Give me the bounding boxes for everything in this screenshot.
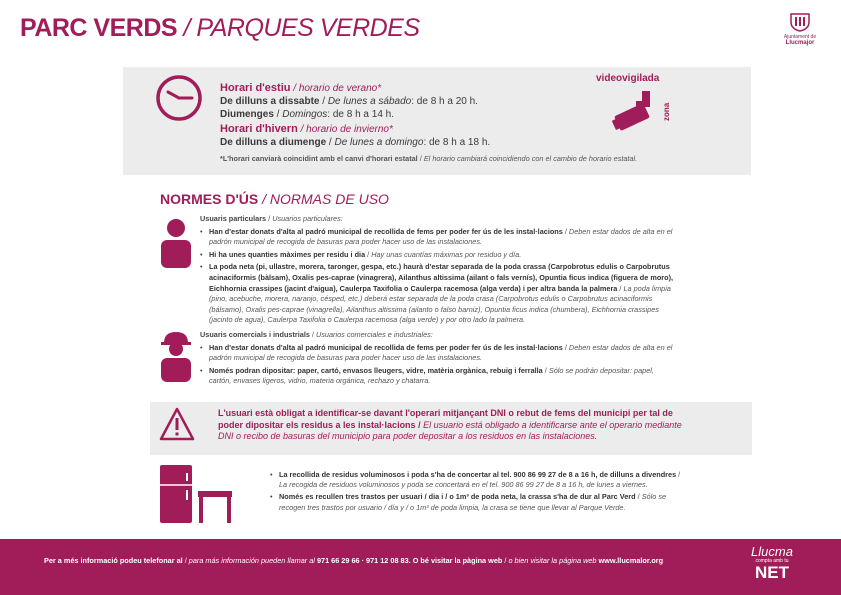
video-zone-label: zona [662,102,671,121]
footer-text: Per a més informació podeu telefonar al / para más información pueden llamar al 971 66 29 66 · 971 12 08 83. O bé visitar la pàgina web / o bien visitar la página web www.llucmalor.org [44,556,664,565]
hours-text: Horari d'estiu / horario de verano* De dilluns a dissabte / De lunes a sábado: de 8 h a 20 h. Diumenges / Domingos: de 8 h a 14 h. Horari d'hivern / horario de invierno* De dilluns a diumenge / De lunes a domingo: de 8 h a 18 h. [220,82,491,148]
furniture-icon [160,465,234,523]
hours-note: *L'horari canviarà coincidint amb el canvi d'horari estatal / El horario cambiará coincidiendo con el cambio de horario estatal. [220,154,638,163]
footer-logo: Llucma compta amb tu NET [751,544,793,582]
logo-line2: Llucmajor [785,40,815,46]
warning-text: L'usuari està obligat a identificar-se davant l'operari mitjançant DNI o rebut de fems del municipi per tal de poder dipositar els residus a les instal·lacions / El usuario está obligado a identificarse ante el operario mediante DNI o recibo de basuras del municipio para poder depositar a los residuos en las instalaciones. [218,408,682,441]
list-item: • Només podran dipositar: paper, cartó, envasos lleugers, vidre, matèria orgànica, rebuig i ferralla / Sólo se podrán depositar: papel, cartón, envases ligeros, vidrio, materia orgánica, rechazo y chatarra. [200,366,678,387]
video-surveillance [596,73,680,135]
bulky-section [270,468,690,513]
worker-icon [158,330,194,382]
list-item: • La poda neta (pi, ullastre, morera, taronger, gespa, etc.) haurà d'estar separada de la poda crassa (Carpobrotus edulis o Carpobrutus acinaciformis (bàlsam), Oxalis pes-caprae (vinagrera), Ailanthus altissima (ailant o fals vernís), Opuntia ficus indica (figuera de moro), Eichhornia crassipes (jacint d'aigua), Caulerpa Taxifolia o Caulerpa racemosa (alga verda) i per altra banda la palmera / La poda limpia (pino, acebuche, morera, naranjo, césped, etc.) deberá estar separada de la poda crasa (Carpobrotus edulis o Carpobrutus acinaciformis (bálsamo), Oxalis pes-caprae (vinagrella), Ailanthus altissima (ailanto o falso barniz), Opuntia ficus indica (chumbera), Eichhornia crassipes (jacinto de agua), Caulerpa Taxifolia o Caulerpa racemosa (alga verde) y por otro lado la palmera. [200,262,678,326]
logo-line1: Ajuntament de [783,34,817,40]
list-item: • Hi ha unes quanties màximes per residu i dia / Hay unas cuantías máximas por residuo y día. [200,250,678,261]
video-label: videovigilada [596,73,660,84]
page-title: PARC VERDS / PARQUES VERDES [20,14,420,42]
list-item: • Han d'estar donats d'alta al padró municipal de recollida de fems per poder fer ús de les instal·lacions / Deben estar dados de alta en el padrón municipal de recogida de basuras para poder hacer uso de las instalaciones. [200,343,678,364]
warning-icon [159,407,195,441]
commercial-users-section: Usuaris comercials i industrials / Usuarios comerciales e industriales: • Han d'estar donats d'alta al padró municipal de recollida de fems per poder fer ús de les instal·lacions / Deben estar dados de alta en el padrón municipal de recogida de basuras para poder hacer uso de las instalaciones. • Només podran dipositar: paper, cartó, envasos lleugers, vidre, matèria orgànica, rebuig i ferralla / Sólo se podrán depositar: papel, cartón, envases ligeros, vidrio, materia orgánica, rechazo y chatarra. [200,330,678,387]
municipality-logo [776,12,824,46]
normes-title: NORMES D'ÚS / NORMAS DE USO [160,191,389,207]
camera-icon [612,89,660,133]
footer [0,539,841,595]
clock-icon [155,74,203,122]
list-item: • Han d'estar donats d'alta al padró municipal de recollida de fems per poder fer ús de les instal·lacions / Deben estar dados de alta en el padrón municipal de recogida de basuras para poder hacer uso de las instalaciones. [200,227,678,248]
list-item: • Només es recullen tres trastos per usuari / dia i / o 1m³ de poda neta, la crassa s'ha de dur al Parc Verd / Sólo se recogen tres trastos por usuario / día y / o 1m³ de poda limpia, la crasa se tiene que llevar al Parque Verde. [270,492,690,512]
list-item: • La recollida de residus voluminosos i poda s'ha de concertar al tel. 900 86 99 27 de 8 a 16 h, de dilluns a divendres / La recogida de residuos voluminosos y poda se concertará en el tel. 900 86 99 27 de 8 a 16 h, de lunes a viernes. [270,470,690,490]
person-icon [158,218,194,268]
footer-link[interactable]: www.llucmalor.org [598,556,664,565]
private-users-section: Usuaris particulars / Usuarios particulares: • Han d'estar donats d'alta al padró municipal de recollida de fems per poder fer ús de les instal·lacions / Deben estar dados de alta en el padrón municipal de recogida de basuras para poder hacer uso de las instalaciones. • Hi ha unes quanties màximes per residu i dia / Hay unas cuantías máximas por residuo y día. • La poda neta (pi, ullastre, morera, taronger, gespa, etc.) haurà d'estar separada de la poda crassa (Carpobrotus edulis o Carpobrutus acinaciformis (bàlsam), Oxalis pes-caprae (vinagrera), Ailanthus altissima (ailant o fals vernís), Opuntia ficus indica (figuera de moro), Eichhornia crassipes (jacint d'aigua), Caulerpa Taxifolia o Caulerpa racemosa (alga verda) i per altra banda la palmera / La poda limpia (pino, acebuche, morera, naranjo, césped, etc.) deberá estar separada de la poda crasa (Carpobrotus edulis o Carpobrutus acinaciformis (bálsamo), Oxalis pes-caprae (vinagrella), Ailanthus altissima (ailanto o falso barniz), Opuntia ficus indica (chumbera), Eichhornia crassipes (jacinto de agua), Caulerpa Taxifolia o Caulerpa racemosa (alga verde) y por otro lado la palmera. [200,214,678,326]
shield-icon [789,12,811,32]
